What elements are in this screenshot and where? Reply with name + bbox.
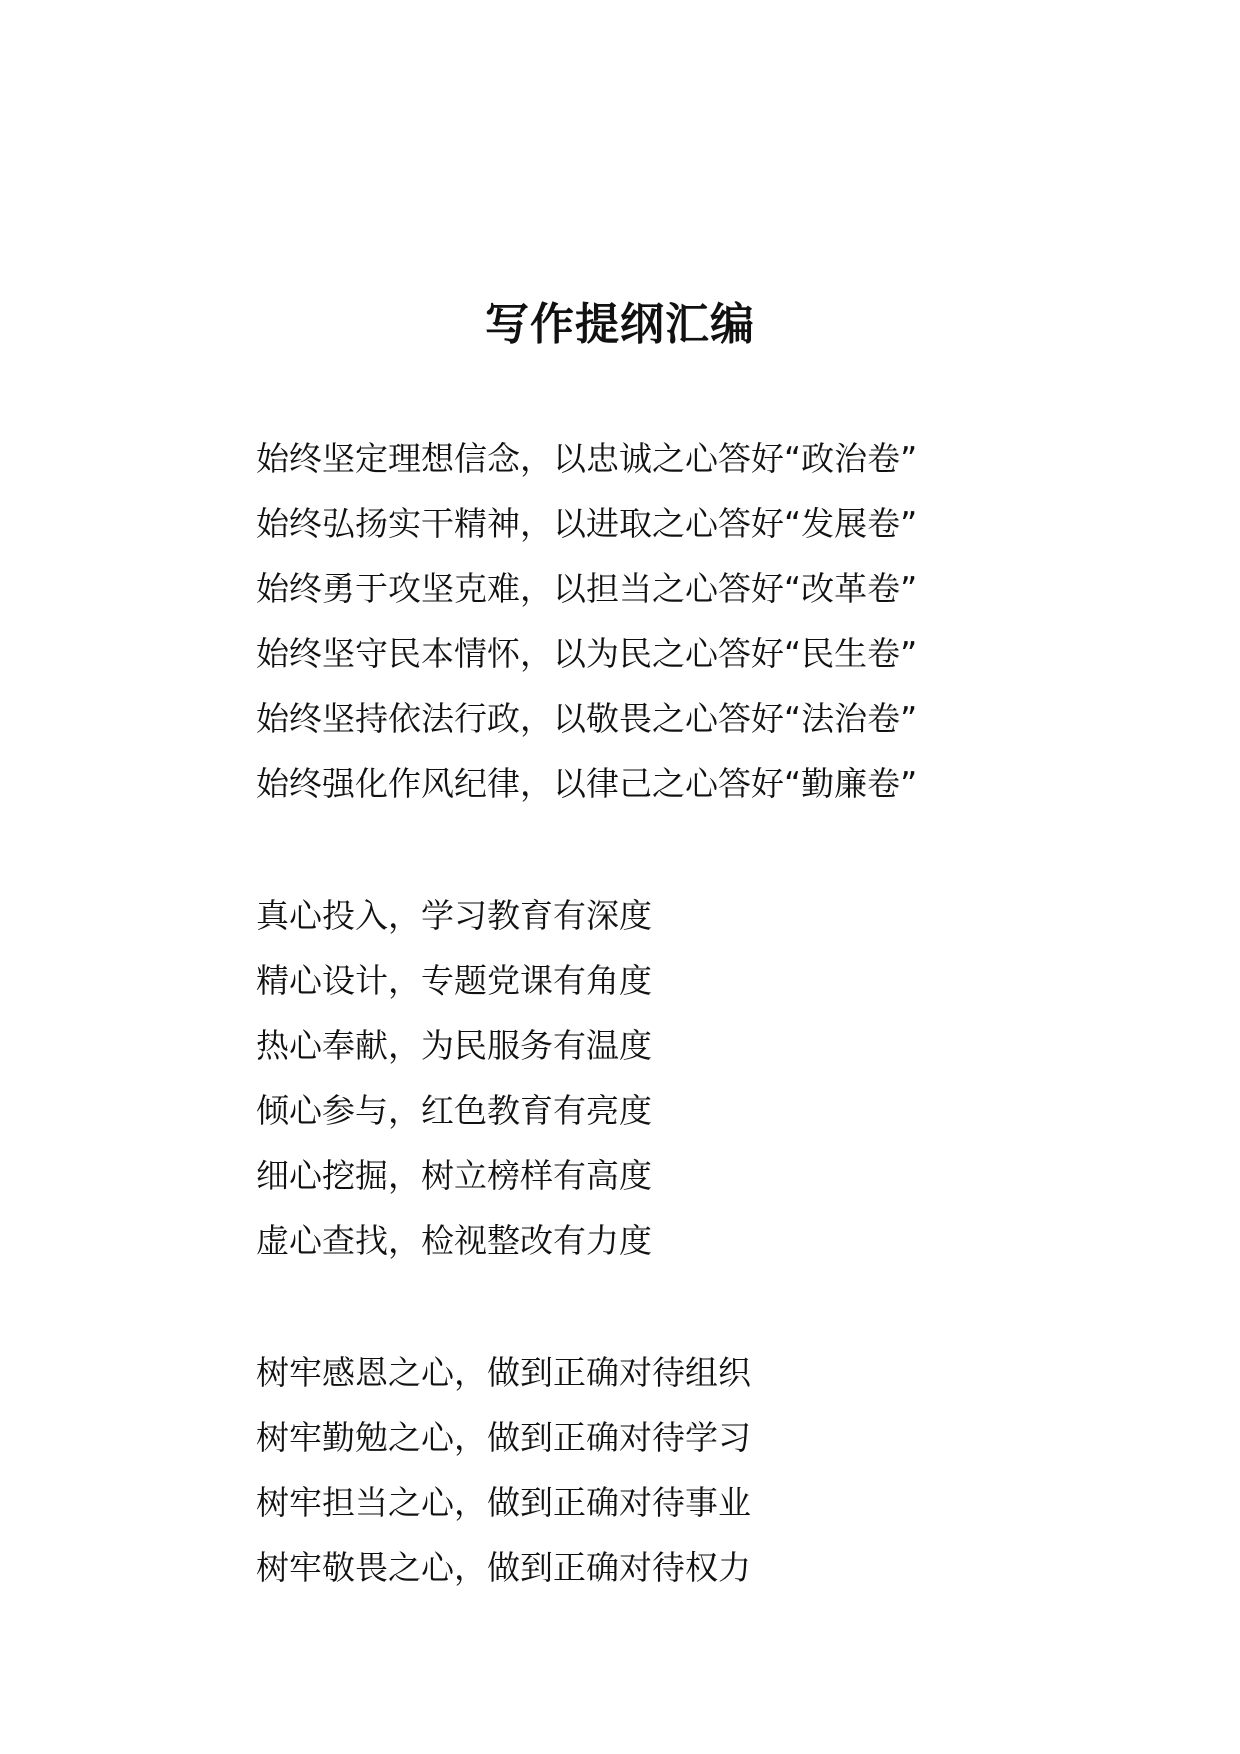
outline-line: 精心设计，专题党课有角度	[256, 961, 652, 1000]
outline-line: 树牢担当之心，做到正确对待事业	[256, 1483, 751, 1522]
outline-line: 真心投入，学习教育有深度	[256, 896, 652, 935]
outline-line: 树牢感恩之心，做到正确对待组织	[256, 1353, 751, 1392]
outline-line: 热心奉献，为民服务有温度	[256, 1026, 652, 1065]
outline-section-3	[256, 1340, 1156, 1600]
outline-line: 树牢敬畏之心，做到正确对待权力	[256, 1548, 751, 1587]
outline-line: 始终弘扬实干精神，以进取之心答好“发展卷”	[256, 504, 918, 543]
outline-line: 细心挖掘，树立榜样有高度	[256, 1156, 652, 1195]
outline-line: 倾心参与，红色教育有亮度	[256, 1091, 652, 1130]
outline-section-1	[256, 426, 1156, 816]
outline-line: 虚心查找，检视整改有力度	[256, 1221, 652, 1260]
outline-section-2	[256, 883, 1156, 1273]
outline-line: 树牢勤勉之心，做到正确对待学习	[256, 1418, 751, 1457]
outline-line: 始终坚持依法行政，以敬畏之心答好“法治卷”	[256, 699, 918, 738]
outline-line: 始终坚守民本情怀，以为民之心答好“民生卷”	[256, 634, 918, 673]
outline-line: 始终坚定理想信念，以忠诚之心答好“政治卷”	[256, 439, 918, 478]
outline-line: 始终强化作风纪律，以律己之心答好“勤廉卷”	[256, 764, 918, 803]
outline-line: 始终勇于攻坚克难，以担当之心答好“改革卷”	[256, 569, 918, 608]
document-title: 写作提纲汇编	[485, 299, 755, 350]
